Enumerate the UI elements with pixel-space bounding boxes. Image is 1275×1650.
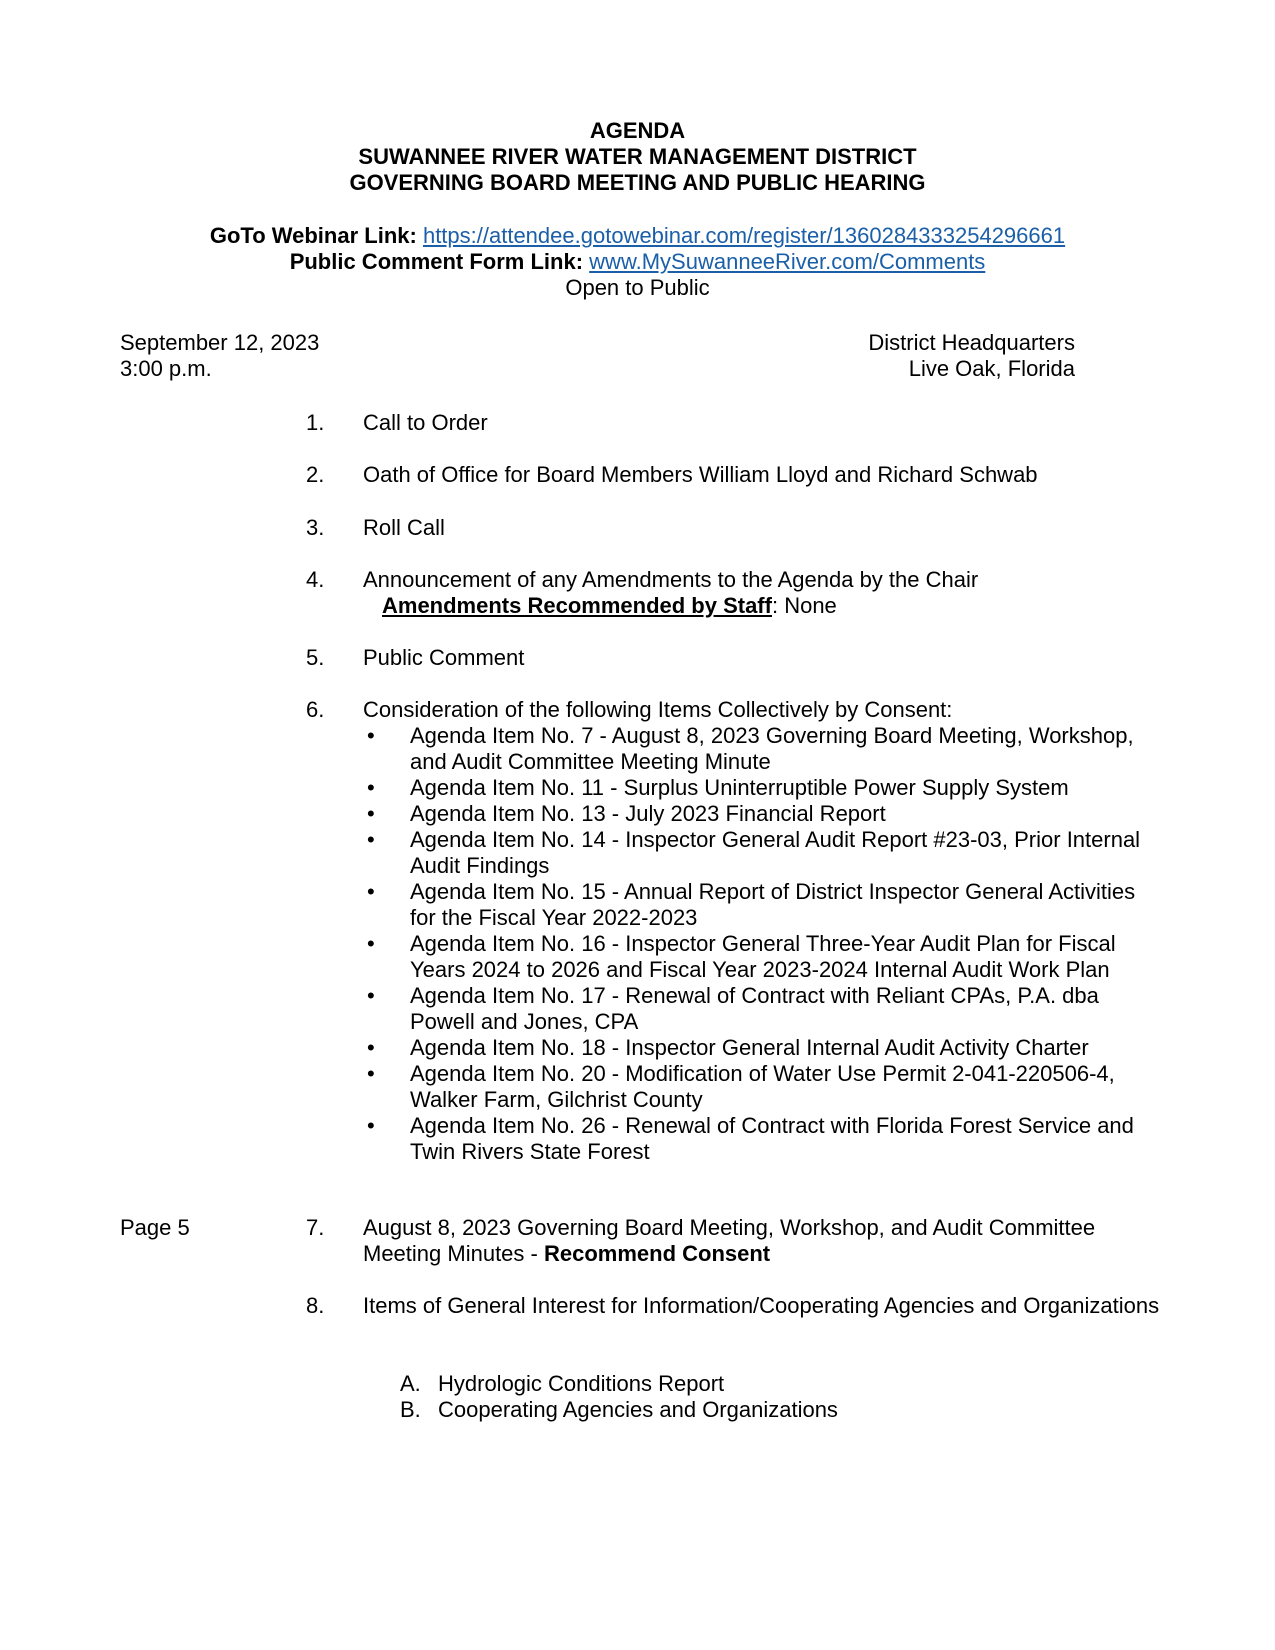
bullet-icon: • [367,827,375,852]
links-block [0,223,1275,301]
agenda-header [0,118,1275,196]
item-text: Consideration of the following Items Collectively by Consent: [363,697,953,722]
item-body [363,1215,1163,1267]
consent-item [363,801,1163,827]
meeting-time: 3:00 p.m. [120,356,212,381]
subitem-list [363,1371,1163,1423]
item-number: 1. [306,410,325,435]
consent-list [363,723,1163,1165]
bullet-icon: • [367,1113,375,1138]
item-text: Announcement of any Amendments to the Agenda by the Chair [363,567,979,592]
bullet-icon: • [367,983,375,1008]
item-text: Items of General Interest for Information/Cooperating Agencies and Organizations [363,1293,1160,1318]
item-number: 3. [306,515,325,540]
item-text: Public Comment [363,645,525,670]
consent-item [363,723,1163,775]
subitem-letter: B. [400,1397,421,1422]
recommend-consent: Recommend Consent [543,1241,771,1266]
item-number: 6. [306,697,325,722]
consent-item [363,879,1163,931]
page-reference: Page 5 [120,1215,190,1240]
consent-item-text: Agenda Item No. 26 - Renewal of Contract with Florida Forest Service and Twin Rivers State Forest [410,1113,1134,1164]
bullet-icon: • [367,1035,375,1060]
consent-item-text: Agenda Item No. 17 - Renewal of Contract with Reliant CPAs, P.A. dba Powell and Jones, CPA [410,983,1099,1034]
consent-item [363,775,1163,801]
bullet-icon: • [367,801,375,826]
location-line1: District Headquarters [868,330,1075,355]
bullet-icon: • [367,775,375,800]
item-text: August 8, 2023 Governing Board Meeting, Workshop, and Audit Committee Meeting Minutes - [363,1215,1096,1266]
consent-item-text: Agenda Item No. 14 - Inspector General Audit Report #23-03, Prior Internal Audit Findings [410,827,1141,878]
header-meeting: GOVERNING BOARD MEETING AND PUBLIC HEARING [349,170,926,195]
subitem-text: Cooperating Agencies and Organizations [438,1397,838,1422]
meeting-date: September 12, 2023 [120,330,320,355]
consent-item-text: Agenda Item No. 7 - August 8, 2023 Governing Board Meeting, Workshop, and Audit Committee Meeting Minute [410,723,1134,774]
consent-item-text: Agenda Item No. 11 - Surplus Uninterruptible Power Supply System [410,775,1069,800]
item-text: Call to Order [363,410,488,435]
location-line2: Live Oak, Florida [908,356,1075,381]
item-number: 4. [306,567,325,592]
subitem-list-wrap [363,1371,1163,1423]
subitem-text: Hydrologic Conditions Report [438,1371,725,1396]
consent-item [363,1113,1163,1165]
header-district: SUWANNEE RIVER WATER MANAGEMENT DISTRICT [358,144,917,169]
comment-label: Public Comment Form Link: [289,249,584,274]
meeting-location [868,330,1075,382]
consent-item-text: Agenda Item No. 18 - Inspector General Internal Audit Activity Charter [410,1035,1089,1060]
bullet-icon: • [367,723,375,748]
open-to-public: Open to Public [565,275,710,300]
bullet-icon: • [367,1061,375,1086]
item-body [363,567,1163,619]
consent-item [363,983,1163,1035]
item-number: 2. [306,462,325,487]
consent-item-text: Agenda Item No. 15 - Annual Report of District Inspector General Activities for the Fiscal Year 2022-2023 [410,879,1136,930]
item-number: 8. [306,1293,325,1318]
amendments-value: : None [771,593,837,618]
item-number: 5. [306,645,325,670]
meeting-datetime [120,330,319,382]
webinar-label: GoTo Webinar Link: [209,223,417,248]
consent-item-text: Agenda Item No. 13 - July 2023 Financial Report [410,801,886,826]
subitem-letter: A. [400,1371,421,1396]
consent-item [363,931,1163,983]
consent-item [363,827,1163,879]
bullet-icon: • [367,879,375,904]
consent-item-text: Agenda Item No. 20 - Modification of Water Use Permit 2-041-220506-4, Walker Farm, Gilchrist County [410,1061,1115,1112]
bullet-icon: • [367,931,375,956]
subitem [363,1371,1163,1397]
item-body [363,697,1163,1165]
amendments-line [363,593,1163,619]
consent-item [363,1035,1163,1061]
item-body [363,1293,1163,1319]
item-text: Oath of Office for Board Members William Lloyd and Richard Schwab [363,462,1038,487]
webinar-link[interactable]: https://attendee.gotowebinar.com/register/1360284333254296661 [422,223,1066,248]
amendments-label: Amendments Recommended by Staff [382,593,772,618]
item-text: Roll Call [363,515,445,540]
header-agenda: AGENDA [589,118,686,143]
subitem [363,1397,1163,1423]
comment-form-link[interactable]: www.MySuwanneeRiver.com/Comments [589,249,986,274]
consent-item-text: Agenda Item No. 16 - Inspector General Three-Year Audit Plan for Fiscal Years 2024 to 2026 and Fiscal Year 2023-2024 Internal Audit Work Plan [410,931,1116,982]
consent-item [363,1061,1163,1113]
item-number: 7. [306,1215,325,1240]
